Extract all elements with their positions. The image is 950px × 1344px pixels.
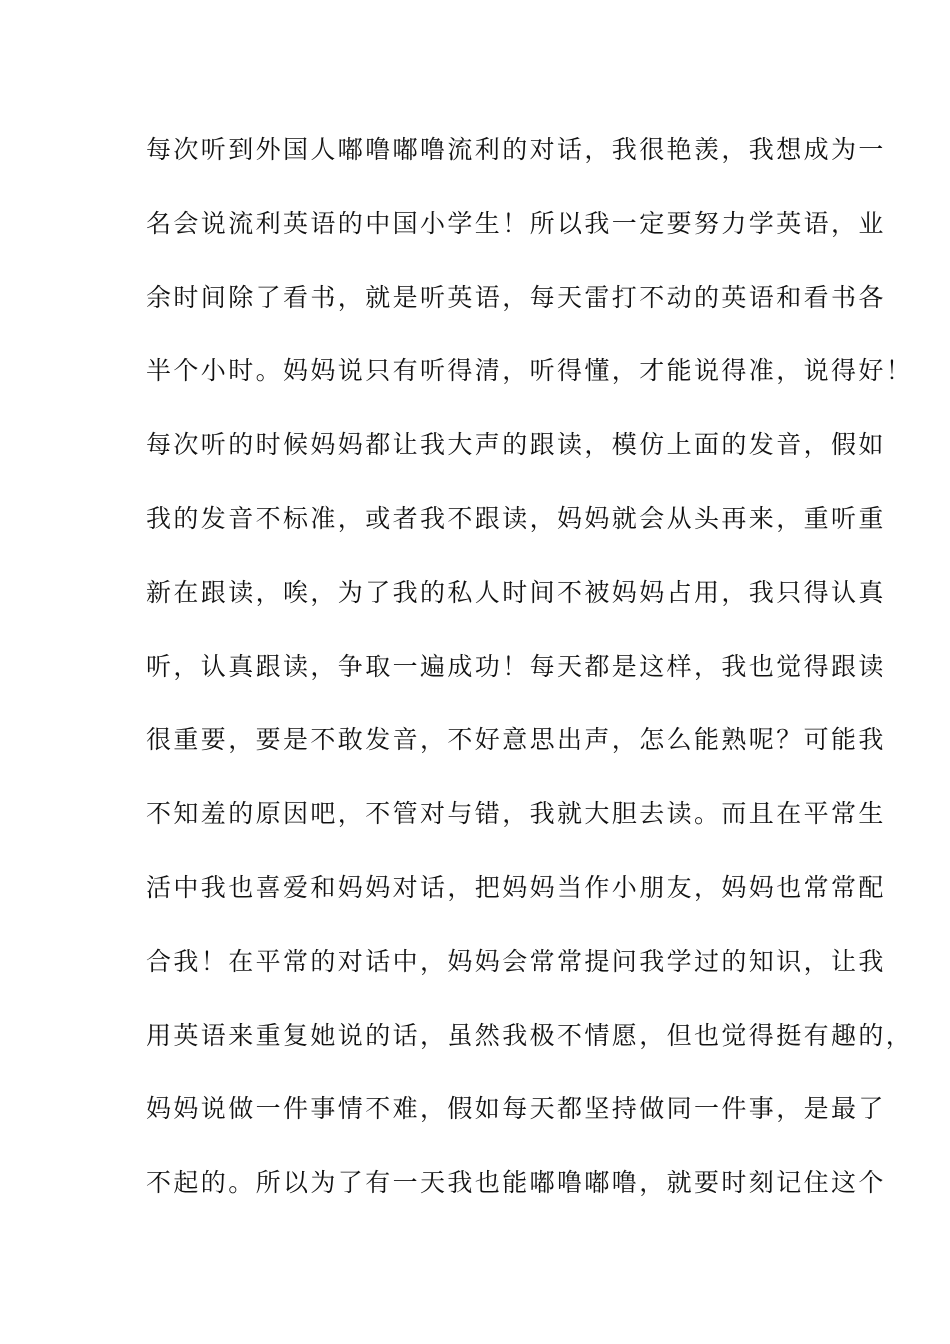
text-line-10: 不知羞的原因吧，不管对与错，我就大胆去读。而且在平常生 bbox=[146, 799, 886, 829]
body-text bbox=[146, 126, 914, 1233]
text-line-4: 半个小时。妈妈说只有听得清，听得懂，才能说得准，说得好！ bbox=[146, 356, 914, 386]
text-line-15: 不起的。所以为了有一天我也能嘟噜嘟噜，就要时刻记住这个 bbox=[146, 1168, 886, 1198]
text-line-3: 余时间除了看书，就是听英语，每天雷打不动的英语和看书各 bbox=[146, 282, 886, 312]
text-line-7: 新在跟读，唉，为了我的私人时间不被妈妈占用，我只得认真 bbox=[146, 577, 886, 607]
text-line-12: 合我！在平常的对话中，妈妈会常常提问我学过的知识，让我 bbox=[146, 946, 886, 976]
text-line-11: 活中我也喜爱和妈妈对话，把妈妈当作小朋友，妈妈也常常配 bbox=[146, 872, 886, 902]
text-line-9: 很重要，要是不敢发音，不好意思出声，怎么能熟呢？可能我 bbox=[146, 725, 886, 755]
text-line-14: 妈妈说做一件事情不难，假如每天都坚持做同一件事，是最了 bbox=[146, 1094, 886, 1124]
text-line-6: 我的发音不标准，或者我不跟读，妈妈就会从头再来，重听重 bbox=[146, 503, 886, 533]
text-line-5: 每次听的时候妈妈都让我大声的跟读，模仿上面的发音，假如 bbox=[146, 430, 886, 460]
text-line-8: 听，认真跟读，争取一遍成功！每天都是这样，我也觉得跟读 bbox=[146, 651, 886, 681]
text-line-2: 名会说流利英语的中国小学生！所以我一定要努力学英语，业 bbox=[146, 208, 886, 238]
text-line-13: 用英语来重复她说的话，虽然我极不情愿，但也觉得挺有趣的， bbox=[146, 1020, 914, 1050]
text-line-1: 每次听到外国人嘟噜嘟噜流利的对话，我很艳羡，我想成为一 bbox=[146, 135, 886, 164]
